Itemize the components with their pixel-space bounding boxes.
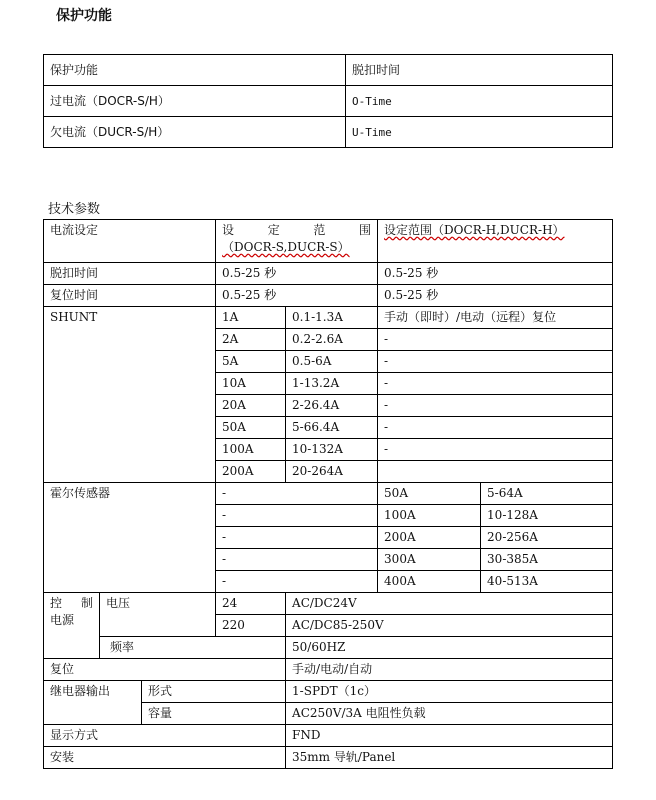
label-control-power bbox=[44, 593, 100, 659]
table-row bbox=[44, 307, 613, 329]
hall-shunt: - bbox=[216, 571, 378, 593]
label-reset: 复位 bbox=[44, 659, 286, 681]
hall-shunt: - bbox=[216, 505, 378, 527]
shunt-extra: - bbox=[378, 373, 613, 395]
label-display: 显示方式 bbox=[44, 725, 286, 747]
shunt-extra: - bbox=[378, 329, 613, 351]
shunt-rating: 10A bbox=[216, 373, 286, 395]
table-cell: O-Time bbox=[346, 86, 613, 117]
label-relay-output: 继电器输出 bbox=[44, 681, 142, 725]
shunt-range: 2-26.4A bbox=[286, 395, 378, 417]
hall-range: 10-128A bbox=[481, 505, 613, 527]
label-hall-sensor: 霍尔传感器 bbox=[44, 483, 216, 593]
shunt-rating: 50A bbox=[216, 417, 286, 439]
voltage-220: 220 bbox=[216, 615, 286, 637]
shunt-rating: 100A bbox=[216, 439, 286, 461]
label-form: 形式 bbox=[142, 681, 286, 703]
range-s-model: （DOCR-S,DUCR-S） bbox=[222, 240, 350, 254]
shunt-rating: 200A bbox=[216, 461, 286, 483]
install-value: 35mm 导轨/Panel bbox=[286, 747, 613, 769]
protection-table bbox=[43, 54, 613, 148]
hall-shunt: - bbox=[216, 527, 378, 549]
shunt-extra: - bbox=[378, 395, 613, 417]
value-reset-time-h: 0.5-25 秒 bbox=[378, 285, 613, 307]
shunt-range: 20-264A bbox=[286, 461, 378, 483]
hall-range: 40-513A bbox=[481, 571, 613, 593]
range-h-label: 设定范围（DOCR-H,DUCR-H） bbox=[384, 223, 565, 237]
shunt-rating: 5A bbox=[216, 351, 286, 373]
range-char: 设 bbox=[222, 223, 235, 237]
table-row bbox=[44, 86, 613, 117]
table-row bbox=[44, 220, 613, 263]
hall-shunt: - bbox=[216, 549, 378, 571]
shunt-rating: 2A bbox=[216, 329, 286, 351]
frequency-value: 50/60HZ bbox=[286, 637, 613, 659]
hall-rating: 50A bbox=[378, 483, 481, 505]
reset-value: 手动/电动/自动 bbox=[286, 659, 613, 681]
shunt-range: 0.1-1.3A bbox=[286, 307, 378, 329]
value-trip-time-s: 0.5-25 秒 bbox=[216, 263, 378, 285]
table-row bbox=[44, 593, 613, 615]
value-reset-time-s: 0.5-25 秒 bbox=[216, 285, 378, 307]
shunt-extra: - bbox=[378, 417, 613, 439]
voltage-24: 24 bbox=[216, 593, 286, 615]
ctrl-char: 制 bbox=[80, 596, 93, 610]
label-shunt: SHUNT bbox=[44, 307, 216, 483]
header-cell: 脱扣时间 bbox=[346, 55, 613, 86]
table-row bbox=[44, 637, 613, 659]
shunt-extra: - bbox=[378, 439, 613, 461]
table-cell: 过电流（DOCR-S/H） bbox=[44, 86, 346, 117]
range-h-cell bbox=[378, 220, 613, 263]
header-cell: 保护功能 bbox=[44, 55, 346, 86]
value-trip-time-h: 0.5-25 秒 bbox=[378, 263, 613, 285]
table-row bbox=[44, 747, 613, 769]
display-value: FND bbox=[286, 725, 613, 747]
label-reset-time: 复位时间 bbox=[44, 285, 216, 307]
form-value: 1-SPDT（1c） bbox=[286, 681, 613, 703]
table-row bbox=[44, 285, 613, 307]
shunt-range: 0.2-2.6A bbox=[286, 329, 378, 351]
table-cell: U-Time bbox=[346, 117, 613, 148]
shunt-range: 0.5-6A bbox=[286, 351, 378, 373]
range-char: 定 bbox=[267, 223, 280, 237]
label-install: 安装 bbox=[44, 747, 286, 769]
hall-range: 20-256A bbox=[481, 527, 613, 549]
hall-rating: 400A bbox=[378, 571, 481, 593]
shunt-reset-mode: 手动（即时）/电动（远程）复位 bbox=[378, 307, 613, 329]
label-capacity: 容量 bbox=[142, 703, 286, 725]
hall-rating: 100A bbox=[378, 505, 481, 527]
ctrl-power-label: 电源 bbox=[50, 613, 75, 627]
voltage-24-value: AC/DC24V bbox=[286, 593, 613, 615]
shunt-range: 10-132A bbox=[286, 439, 378, 461]
range-char: 范 bbox=[313, 223, 326, 237]
label-current-setting: 电流设定 bbox=[44, 220, 216, 263]
shunt-extra bbox=[378, 461, 613, 483]
table-row bbox=[44, 117, 613, 148]
table-row bbox=[44, 55, 613, 86]
table-row bbox=[44, 681, 613, 703]
voltage-220-value: AC/DC85-250V bbox=[286, 615, 613, 637]
table-row bbox=[44, 659, 613, 681]
hall-range: 30-385A bbox=[481, 549, 613, 571]
range-s-cell bbox=[216, 220, 378, 263]
range-char: 围 bbox=[359, 223, 372, 237]
label-frequency: 频率 bbox=[100, 637, 286, 659]
hall-shunt: - bbox=[216, 483, 378, 505]
shunt-range: 1-13.2A bbox=[286, 373, 378, 395]
shunt-extra: - bbox=[378, 351, 613, 373]
capacity-value: AC250V/3A 电阻性负载 bbox=[286, 703, 613, 725]
heading-specs: 技术参数 bbox=[48, 202, 101, 217]
shunt-rating: 1A bbox=[216, 307, 286, 329]
hall-range: 5-64A bbox=[481, 483, 613, 505]
table-cell: 欠电流（DUCR-S/H） bbox=[44, 117, 346, 148]
heading-protection: 保护功能 bbox=[56, 8, 112, 24]
hall-rating: 300A bbox=[378, 549, 481, 571]
table-row bbox=[44, 263, 613, 285]
table-row bbox=[44, 483, 613, 505]
table-row bbox=[44, 725, 613, 747]
spec-table bbox=[43, 219, 613, 769]
shunt-range: 5-66.4A bbox=[286, 417, 378, 439]
shunt-rating: 20A bbox=[216, 395, 286, 417]
ctrl-char: 控 bbox=[50, 596, 63, 610]
label-voltage: 电压 bbox=[100, 593, 216, 637]
hall-rating: 200A bbox=[378, 527, 481, 549]
label-trip-time: 脱扣时间 bbox=[44, 263, 216, 285]
